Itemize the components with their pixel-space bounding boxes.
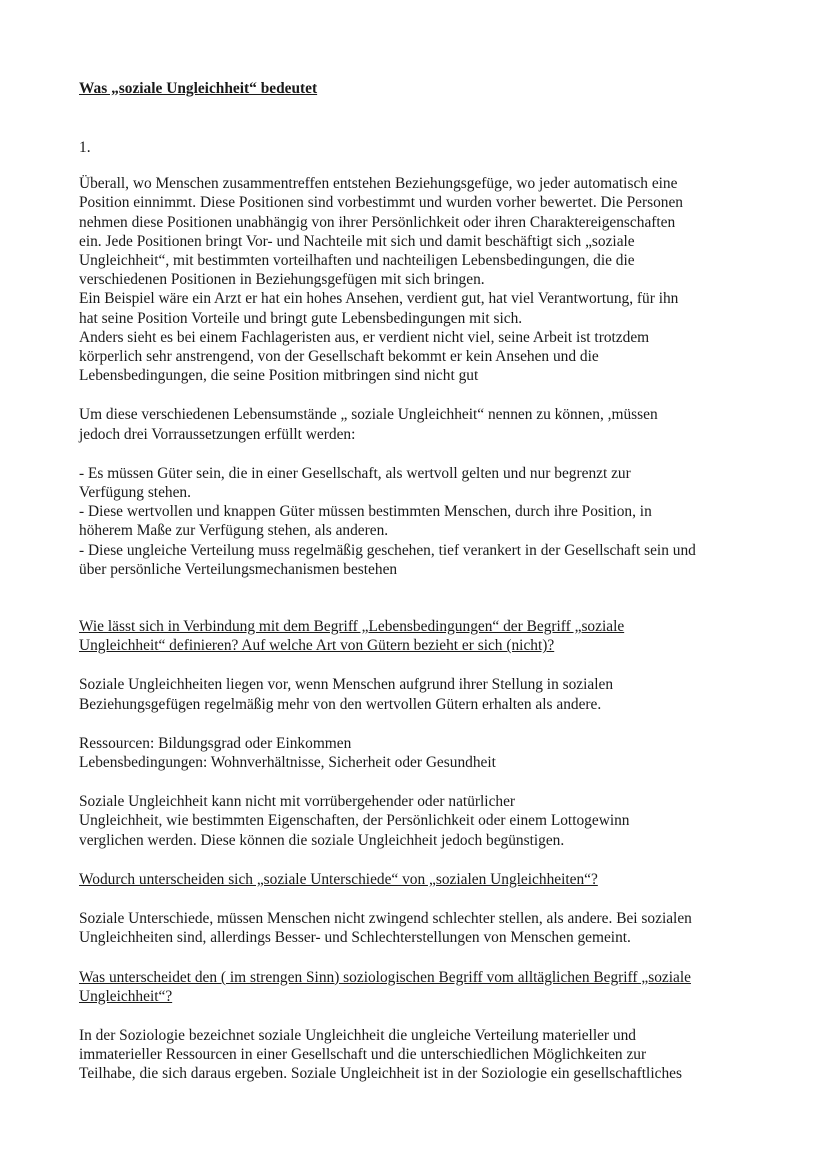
text-line: körperlich sehr anstrengend, von der Gesellschaft bekommt er kein Ansehen und die xyxy=(79,348,599,366)
question-3-heading xyxy=(79,968,759,1006)
requirements-list xyxy=(79,464,759,579)
text-line: - Es müssen Güter sein, die in einer Gesellschaft, als wertvoll gelten und nur begrenzt zur xyxy=(79,464,631,482)
text-line: Beziehungsgefügen regelmäßig mehr von den wertvollen Gütern erhalten als andere. xyxy=(79,695,602,713)
text-line: Anders sieht es bei einem Fachlageristen aus, er verdient nicht viel, seine Arbeit ist trotzdem xyxy=(79,328,650,346)
text-line: In der Soziologie bezeichnet soziale Ungleichheit die ungleiche Verteilung materieller und xyxy=(79,1026,636,1044)
text-line: Verfügung stehen. xyxy=(79,484,191,502)
text-line: Wodurch unterscheiden sich „soziale Unterschiede“ von „sozialen Ungleichheiten“? xyxy=(79,870,598,888)
text-line: Teilhabe, die sich daraus ergeben. Soziale Ungleichheit ist in der Soziologie ein gesellschaftliches xyxy=(79,1065,682,1083)
text-line: Überall, wo Menschen zusammentreffen entstehen Beziehungsgefüge, wo jeder automatisch eine xyxy=(79,175,678,193)
answer-1-note xyxy=(79,792,759,850)
text-line: Position einnimmt. Diese Positionen sind vorbestimmt und wurden vorher bewertet. Die Personen xyxy=(79,194,683,212)
intro-paragraph xyxy=(79,174,759,385)
text-line: immaterieller Ressourcen in einer Gesellschaft und die unterschiedlichen Möglichkeiten zur xyxy=(79,1046,647,1064)
text-line: Soziale Ungleichheiten liegen vor, wenn Menschen aufgrund ihrer Stellung in sozialen xyxy=(79,676,614,694)
text-line: ein. Jede Positionen bringt Vor- und Nachteile mit sich und damit beschäftigt sich „soziale xyxy=(79,232,635,250)
text-line: Ungleichheit“, mit bestimmten vorteilhaften und nachteiligen Lebensbedingungen, die die xyxy=(79,252,635,270)
text-line: Ungleichheit“? xyxy=(79,987,173,1005)
answer-3-paragraph xyxy=(79,1026,759,1084)
document-title: Was „soziale Ungleichheit“ bedeutet xyxy=(79,80,318,97)
question-2-heading xyxy=(79,870,759,889)
text-line: Lebensbedingungen, die seine Position mitbringen sind nicht gut xyxy=(79,367,479,385)
text-line: hat seine Position Vorteile und bringt gute Lebensbedingungen mit sich. xyxy=(79,309,523,327)
text-line: Lebensbedingungen: Wohnverhältnisse, Sicherheit oder Gesundheit xyxy=(79,754,496,772)
text-line: - Diese ungleiche Verteilung muss regelmäßig geschehen, tief verankert in der Gesellschaft sein und xyxy=(79,541,696,559)
document-content xyxy=(79,79,759,1084)
text-line: Soziale Unterschiede, müssen Menschen nicht zwingend schlechter stellen, als andere. Bei sozialen xyxy=(79,910,692,928)
answer-1-paragraph xyxy=(79,675,759,713)
answer-1-resources xyxy=(79,734,759,772)
answer-2-paragraph xyxy=(79,909,759,947)
text-line: jedoch drei Vorraussetzungen erfüllt werden: xyxy=(79,425,356,443)
text-line: - Diese wertvollen und knappen Güter müssen bestimmten Menschen, durch ihre Position, in xyxy=(79,503,652,521)
question-1-heading xyxy=(79,617,759,655)
text-line: Ein Beispiel wäre ein Arzt er hat ein hohes Ansehen, verdient gut, hat viel Verantwortung, für ihn xyxy=(79,290,679,308)
text-line: Was unterscheidet den ( im strengen Sinn) soziologischen Begriff vom alltäglichen Begriff „soziale xyxy=(79,968,691,986)
text-line: nehmen diese Positionen unabhängig von ihrer Persönlichkeit oder ihren Charaktereigenschaften xyxy=(79,213,676,231)
text-line: über persönliche Verteilungsmechanismen bestehen xyxy=(79,560,398,578)
text-line: Um diese verschiedenen Lebensumstände „ soziale Ungleichheit“ nennen zu können, ,müssen xyxy=(79,406,658,424)
text-line: Ungleichheit, wie bestimmten Eigenschaften, der Persönlichkeit oder einem Lottogewinn xyxy=(79,812,630,830)
section-number: 1. xyxy=(79,139,91,156)
text-line: Soziale Ungleichheit kann nicht mit vorrübergehender oder natürlicher xyxy=(79,793,516,811)
text-line: verglichen werden. Diese können die soziale Ungleichheit jedoch begünstigen. xyxy=(79,831,565,849)
text-line: verschiedenen Positionen in Beziehungsgefügen mit sich bringen. xyxy=(79,271,485,289)
requirements-intro-paragraph xyxy=(79,405,759,443)
text-line: höherem Maße zur Verfügung stehen, als anderen. xyxy=(79,522,389,540)
text-line: Ungleichheit“ definieren? Auf welche Art von Gütern bezieht er sich (nicht)? xyxy=(79,637,555,655)
text-line: Wie lässt sich in Verbindung mit dem Begriff „Lebensbedingungen“ der Begriff „soziale xyxy=(79,618,625,636)
text-line: Ressourcen: Bildungsgrad oder Einkommen xyxy=(79,734,352,752)
text-line: Ungleichheiten sind, allerdings Besser- und Schlechterstellungen von Menschen gemeint. xyxy=(79,929,631,947)
